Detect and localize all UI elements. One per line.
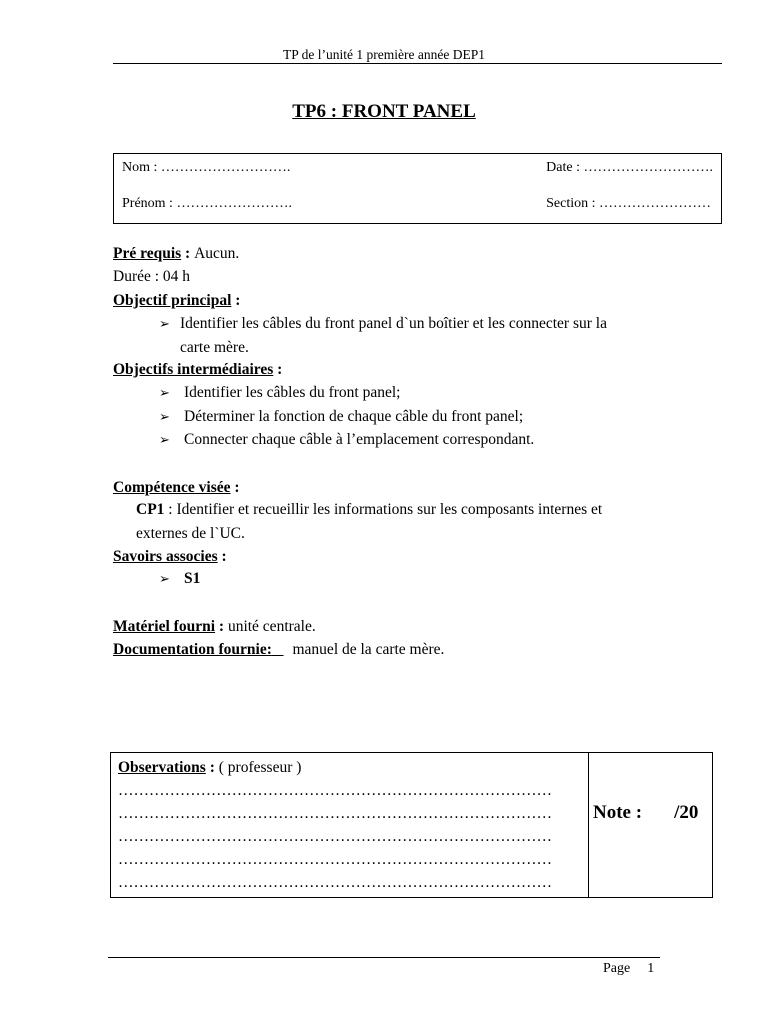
observations-cell [111,753,589,897]
list-item: ➢ Connecter chaque câble à l’emplacement correspondant. [159,431,535,448]
duree-line: Durée : 04 h [113,268,191,285]
observation-dotted-line[interactable]: ………………………………………………………………………… [118,851,552,868]
documentation-line: Documentation fournie: manuel de la carte mère. [113,641,445,658]
arrow-bullet-icon: ➢ [159,316,170,331]
prenom-field[interactable]: Prénom : ……………………. [122,196,292,211]
note-cell [593,802,698,824]
identity-box [113,153,722,224]
prerequis-label: Pré requis [113,245,182,262]
note-label: Note : [593,802,643,823]
objectif-principal-heading: Objectif principal : [113,292,241,309]
competence-text-continuation: externes de l`UC. [136,525,245,542]
objectifs-intermediaires-heading: Objectifs intermédiaires : [113,361,283,378]
page-title: TP6 : FRONT PANEL [292,101,476,122]
header-rule [113,63,722,64]
list-item-continuation: carte mère. [180,339,249,356]
nom-field[interactable]: Nom : ………………………. [122,160,291,175]
list-item: ➢ Identifier les câbles du front panel; [159,384,401,401]
materiel-line: Matériel fourni : unité centrale. [113,618,316,635]
list-item: ➢ Déterminer la fonction de chaque câble du front panel; [159,408,524,425]
prerequis-value: Aucun. [194,245,240,262]
page-header: TP de l’unité 1 première année DEP1 [283,47,485,62]
observation-dotted-line[interactable]: ………………………………………………………………………… [118,805,552,822]
arrow-bullet-icon: ➢ [159,385,170,400]
date-field[interactable]: Date : ………………………. [546,160,713,175]
savoirs-heading: Savoirs associes : [113,548,227,565]
observation-dotted-line[interactable]: ………………………………………………………………………… [118,828,552,845]
arrow-bullet-icon: ➢ [159,432,170,447]
arrow-bullet-icon: ➢ [159,571,170,586]
competence-text: CP1 : Identifier et recueillir les informations sur les composants internes et [136,501,603,518]
observations-label-line: Observations : ( professeur ) [118,759,302,776]
note-value[interactable]: /20 [674,802,699,823]
competence-heading: Compétence visée : [113,479,240,496]
prerequis-line: Pré requis : Aucun. [113,245,240,262]
list-item: ➢ S1 [159,570,201,587]
footer-rule [108,957,660,958]
page-footer: Page 1 [603,961,655,976]
section-field[interactable]: Section : …………………… [546,196,711,211]
list-item: ➢ Identifier les câbles du front panel d`un boîtier et les connecter sur la [159,315,607,332]
page-number: 1 [647,961,655,976]
competence-code: CP1 [136,501,165,518]
observations-table [110,752,713,898]
arrow-bullet-icon: ➢ [159,409,170,424]
observation-dotted-line[interactable]: ………………………………………………………………………… [118,874,552,891]
observation-dotted-line[interactable]: ………………………………………………………………………… [118,782,552,799]
